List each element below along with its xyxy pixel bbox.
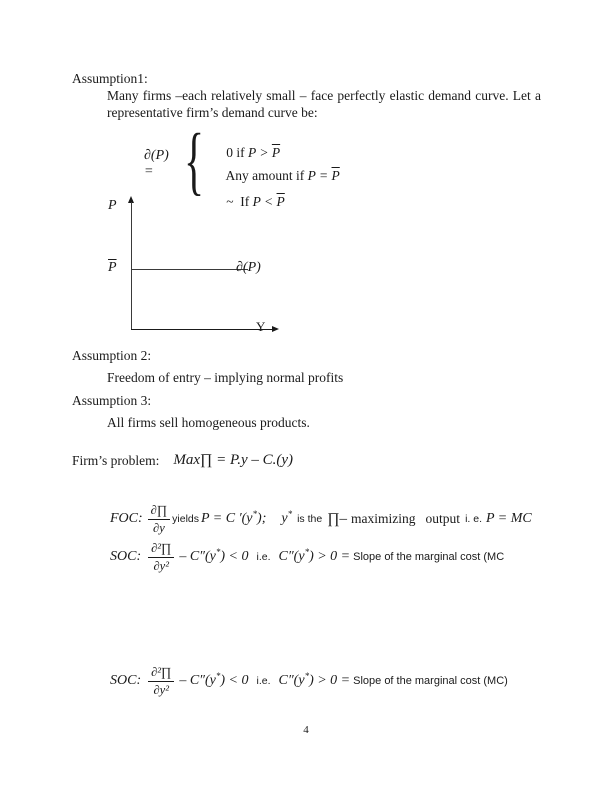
foc-eq1-pre: P = C ′(y [201,511,253,526]
foc-fraction [148,503,170,535]
soc2-expr2-post: ) > 0 = [309,673,351,688]
foc-y-star-sup: * [287,509,293,519]
soc2-expr2-star: * [304,671,310,681]
piecewise-lhs: ∂(P) = [144,148,169,179]
firms-problem-label: Firm’s problem: [72,452,160,468]
soc1-expr2-star: * [304,547,310,557]
soc1-expr1-post: ) < 0 [220,549,249,564]
soc2-expr2-pre: C″(y [278,673,305,688]
foc-line [110,499,532,539]
x-axis-arrowhead-icon [272,326,279,332]
foc-eq1-post: ); [257,511,267,526]
x-axis-line [131,329,273,330]
demand-curve-graph [100,196,295,341]
soc1-expression-2 [279,549,351,565]
soc2-expression-2 [279,673,351,689]
left-brace: { [184,119,205,203]
foc-is-the-text: is the [297,513,323,525]
soc2-expr1-star: * [215,671,221,681]
foc-eq1-star: * [252,509,258,519]
soc2-slope-note: Slope of the marginal cost (MC) [353,675,508,687]
x-axis-label: Y [256,319,266,334]
case-price-bar: $\overline{P}$ [271,145,281,160]
p-axis-label: P [108,198,117,213]
soc1-expression-1 [179,549,248,565]
foc-equation-2: P = MC [486,511,532,526]
foc-y-star [281,511,292,527]
soc2-fraction [148,665,174,697]
soc1-ie-text: i.e. [256,551,271,563]
soc1-label: SOC: [110,549,142,564]
assumption1-body-line2: representative firm’s demand curve be: [107,105,318,120]
assumption3-body: All firms sell homogeneous products. [107,415,310,430]
soc-line-1 [110,537,504,577]
foc-label: FOC: [110,511,143,526]
demand-line [132,269,248,270]
soc1-expr1-pre: – C″(y [179,549,216,564]
foc-ie-text: i. e. [465,513,482,525]
price-bar-label: $\overline{P}$ [108,260,117,275]
soc1-expr1-star: * [215,547,221,557]
soc2-frac-numerator: ∂²∏ [148,665,174,681]
soc1-fraction [148,541,174,573]
assumption2-body: Freedom of entry – implying normal profits [107,370,344,385]
page-number: 4 [303,724,309,736]
assumption1-heading: Assumption1: [72,71,148,86]
case-price-bar: $\overline{P}$ [276,194,285,209]
foc-y-var: y [281,511,288,526]
case-price-bar: $\overline{P}$ [331,168,340,183]
foc-maximizing-text: maximizing [351,511,416,526]
case-math: P < [252,194,277,209]
assumption1-body-line1: Many firms –each relatively small – face perfectly elastic demand curve. Let a [107,88,541,103]
assumption3-heading: Assumption 3: [72,393,152,408]
foc-frac-numerator: ∂∏ [148,503,170,519]
soc1-expr2-pre: C″(y [278,549,305,564]
case-condition-text: Any amount if [225,168,308,183]
demand-curve-label: ∂(P) [236,260,261,275]
foc-yields-text: yields [172,513,199,525]
foc-equation-1 [201,511,266,527]
soc1-slope-note: Slope of the marginal cost (MC [353,551,505,563]
case-math: P > [248,145,272,160]
soc1-expr2-post: ) > 0 = [309,549,351,564]
foc-pi-minus: ∏– [327,510,348,527]
soc-line-2 [110,661,508,701]
soc1-frac-numerator: ∂²∏ [148,541,174,557]
foc-frac-denominator: ∂y [153,520,165,535]
soc2-label: SOC: [110,673,142,688]
firms-problem-line [72,450,293,470]
y-axis-line [131,202,132,330]
assumption2-heading: Assumption 2: [72,348,152,363]
firms-problem-equation: Max∏ = P.y – C.(y) [173,451,294,468]
soc2-expr1-post: ) < 0 [220,673,249,688]
foc-output-text: output [425,511,461,526]
soc2-ie-text: i.e. [256,675,271,687]
case-math: P = [307,168,332,183]
soc1-frac-denominator: ∂y² [153,558,169,573]
case-condition-text: ~ If [226,194,253,209]
case-condition-text: 0 if [226,145,248,160]
soc2-frac-denominator: ∂y² [153,682,169,697]
soc2-expr1-pre: – C″(y [179,673,216,688]
soc2-expression-1 [179,673,248,689]
